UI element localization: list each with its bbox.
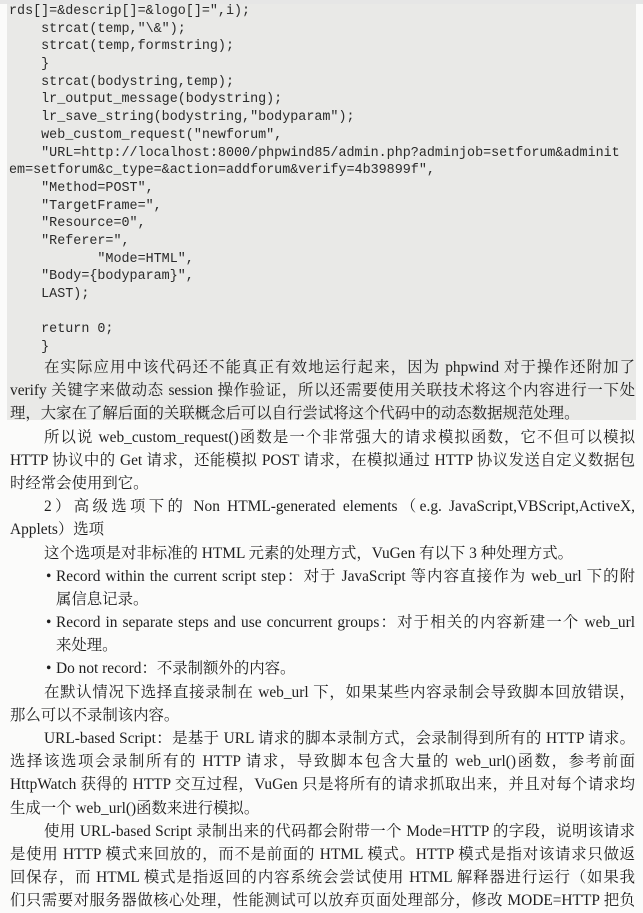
code-line: } — [9, 57, 50, 73]
line-text: 在默认情况下选择直接录制在 web_url 下，如果某些内容录制会导致脚本回放错误， — [44, 683, 635, 701]
text-line — [10, 426, 635, 449]
line-text: 选择该选项会录制所有的 HTTP 请求，导致脚本包含大量的 web_url()函数，参考前面 — [10, 753, 635, 771]
text-line — [10, 704, 635, 727]
line-text: 这个选项是对非标准的 HTML 元素的处理方式，VuGen 有以下 3 种处理方式。 — [44, 544, 574, 562]
line-text: Applets）选项 — [10, 521, 105, 539]
line-text: 生成一个 web_url()函数来进行模拟。 — [10, 799, 260, 817]
bullet-item — [10, 611, 635, 657]
paragraph — [10, 495, 635, 541]
text-line — [10, 542, 635, 565]
text-line — [10, 402, 635, 425]
paragraph — [10, 681, 635, 727]
bullet-item — [10, 657, 635, 680]
line-text: 理，大家在了解后面的关联概念后可以自行尝试将这个代码中的动态数据规范处理。 — [10, 405, 580, 423]
line-text: URL-based Script：是基于 URL 请求的脚本录制方式，会录制得到所有的 HTTP 请求。 — [44, 730, 635, 747]
line-text: 2）高级选项下的 Non HTML-generated elements（e.g. JavaScript,VBScript,ActiveX, — [44, 498, 635, 516]
text-line — [10, 727, 635, 750]
line-text: Do not record：不录制额外的内容。 — [56, 660, 296, 678]
code-line: strcat(bodystring,temp); — [9, 74, 234, 90]
text-line — [10, 750, 635, 773]
line-text: 属信息记录。 — [56, 590, 149, 608]
line-text: 们只需要对服务器做核心处理，性能测试可以放弃页面处理部分，修改 MODE=HTTP 把负 — [10, 892, 635, 910]
text-line — [10, 518, 635, 541]
paragraph — [10, 542, 635, 565]
code-line: web_custom_request("newforum", — [9, 127, 283, 143]
paragraph — [10, 426, 635, 496]
bullet-item — [10, 565, 635, 611]
text-line — [10, 495, 635, 518]
line-text: HttpWatch 获得的 HTTP 交互过程，VuGen 只是将所有的请求抓取出来，并且对每个请求均 — [10, 776, 635, 794]
paragraph — [10, 820, 635, 913]
code-line: "Mode=HTML", — [9, 251, 194, 267]
text-line — [10, 356, 635, 379]
code-line: em=setforum&c_type=&action=addforum&verify=4b39899f", — [9, 163, 435, 179]
code-line: "Body={bodyparam}", — [9, 269, 194, 285]
text-line — [10, 843, 635, 866]
line-text: 是使用 HTTP 模式来回放的，而不是前面的 HTML 模式。HTTP 模式是指对该请求只做返 — [10, 845, 635, 863]
text-line — [10, 634, 635, 657]
line-text: HTTP 协议中的 Get 请求，还能模拟 POST 请求，在模拟通过 HTTP 协议发送自定义数据包 — [10, 451, 635, 469]
text-line — [10, 611, 635, 634]
code-line: LAST); — [9, 287, 90, 302]
code-line: return 0; — [9, 322, 114, 338]
code-line: "Method=POST", — [9, 180, 154, 196]
paragraph — [10, 727, 635, 820]
code-line: strcat(temp,formstring); — [9, 39, 234, 55]
line-text: 使用 URL-based Script 录制出来的代码都会附带一个 Mode=HTTP 的字段，说明该请求 — [44, 822, 635, 840]
code-line: } — [9, 340, 50, 356]
line-text: 在实际应用中该代码还不能真正有效地运行起来，因为 phpwind 对于操作还附加了 — [44, 359, 635, 376]
code-line — [9, 304, 639, 322]
code-line: lr_output_message(bodystring); — [9, 92, 283, 108]
code-line: "URL=http://localhost:8000/phpwind85/admin.php?adminjob=setforum&adminit — [9, 145, 620, 161]
code-listing — [9, 3, 639, 357]
line-text: Record in separate steps and use concurrent groups：对于相关的内容新建一个 web_url — [56, 614, 635, 632]
text-line — [10, 449, 635, 472]
text-line — [10, 379, 635, 402]
text-line — [10, 472, 635, 495]
code-line: "TargetFrame=", — [9, 198, 162, 214]
code-line: lr_save_string(bodystring,"bodyparam"); — [9, 110, 355, 126]
code-line: strcat(temp,"\&"); — [9, 21, 186, 37]
line-text: 回保存，而 HTML 模式是指返回的内容系统会尝试使用 HTML 解释器进行运行（如果我 — [10, 869, 635, 887]
paragraph — [10, 356, 635, 426]
line-text: 时经常会使用到它。 — [10, 474, 149, 492]
text-line — [10, 773, 635, 796]
code-line: "Referer=", — [9, 233, 130, 249]
text-line — [10, 657, 635, 680]
bullet-icon: • — [46, 614, 52, 632]
bullet-icon: • — [46, 567, 52, 585]
line-text: 那么可以不录制该内容。 — [10, 706, 180, 724]
text-line — [10, 820, 635, 843]
text-line — [10, 565, 635, 588]
body-text — [10, 356, 635, 913]
text-line — [10, 889, 635, 912]
line-text: 所以说 web_custom_request()函数是一个非常强大的请求模拟函数，它不但可以模拟 — [44, 428, 635, 446]
text-line — [10, 797, 635, 820]
bullet-icon: • — [46, 660, 52, 678]
text-line — [10, 588, 635, 611]
code-line: "Resource=0", — [9, 216, 146, 232]
text-line — [10, 866, 635, 889]
line-text: Record within the current script step：对于 JavaScript 等内容直接作为 web_url 下的附 — [56, 567, 635, 585]
text-line — [10, 681, 635, 704]
line-text: 来处理。 — [56, 637, 118, 655]
line-text: verify 关键字来做动态 session 操作验证，所以还需要使用关联技术将这个内容进行一下处 — [10, 382, 635, 400]
code-line: rds[]=&descrip[]=&logo[]=",i); — [9, 4, 251, 19]
